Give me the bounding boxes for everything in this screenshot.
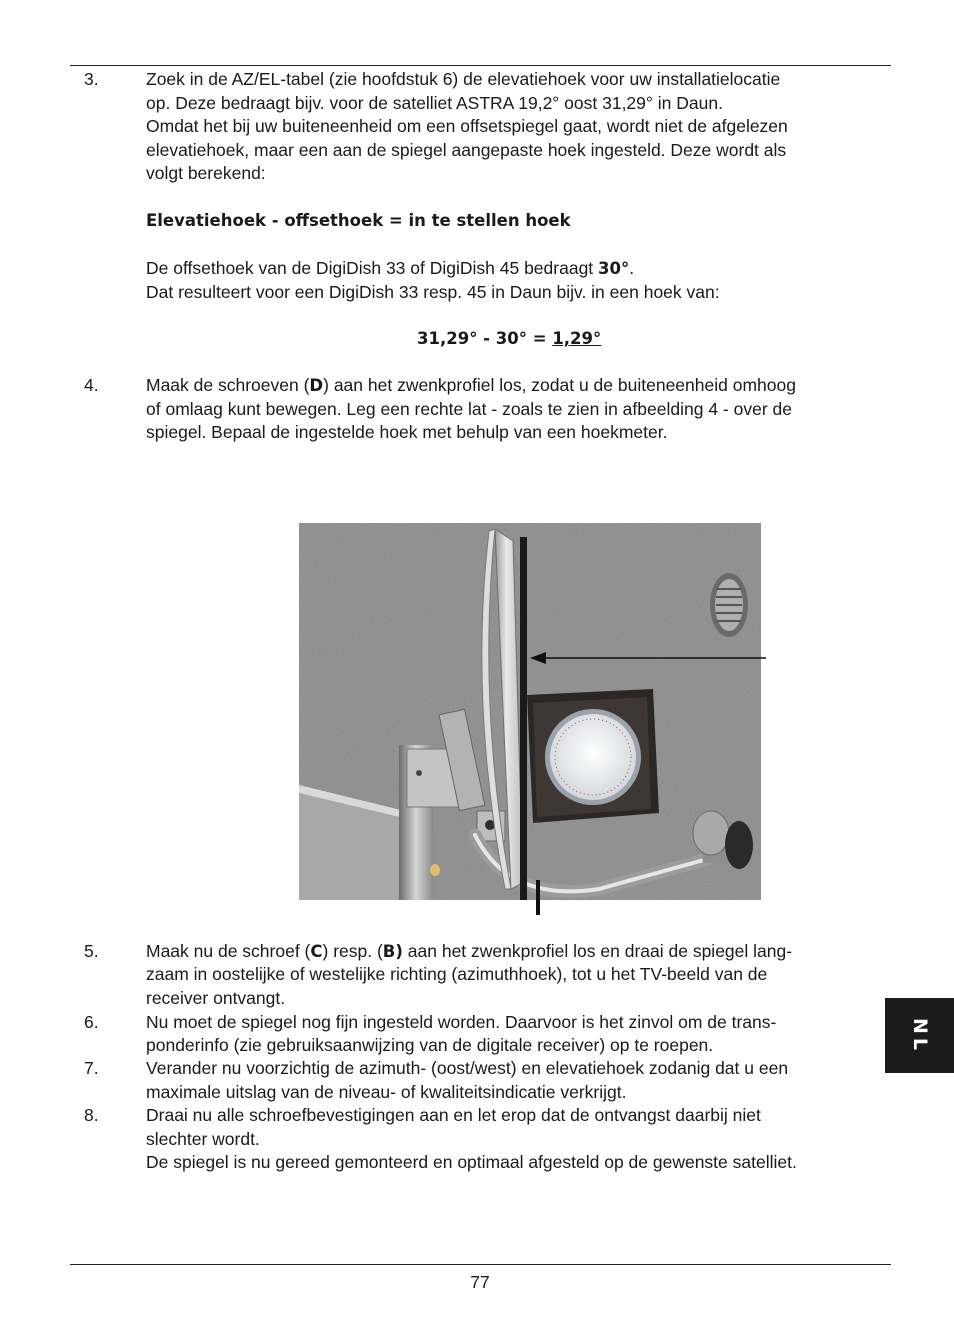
step-8-line-1: Draai nu alle schroefbevestigingen aan en let erop dat de ontvangst daarbij niet [146, 1105, 761, 1125]
step-6-line-1: Nu moet de spiegel nog fijn ingesteld worden. Daarvoor is het zinvol om de trans- [146, 1012, 777, 1032]
step-7-line-1: Verander nu voorzichtig de azimuth- (oost/west) en elevatiehoek zodanig dat u een [146, 1058, 789, 1078]
screw-b-label: B) [382, 942, 403, 961]
step-3-line-4: elevatiehoek, maar een aan de spiegel aangepaste hoek ingesteld. Deze wordt als [146, 140, 787, 160]
step-5-line-3: receiver ontvangt. [146, 988, 286, 1008]
step-5-text-b: ) resp. ( [322, 941, 383, 961]
step-6-line-2: ponderinfo (zie gebruiksaanwijzing van de digitale receiver) op te roepen. [146, 1035, 714, 1055]
step-8-line-3: De spiegel is nu gereed gemonteerd en optimaal afgesteld op de gewenste satelliet. [146, 1152, 797, 1172]
step-5-line-1 [146, 940, 792, 963]
step-5-text-a: Maak nu de schroef ( [146, 941, 311, 961]
offset-text: De offsethoek van de DigiDish 33 of DigiDish 45 bedraagt [146, 258, 599, 278]
page-number: 77 [470, 1272, 490, 1292]
offset-value: 30° [598, 259, 630, 278]
vent-grille [710, 573, 748, 637]
step-3-line-2: op. Deze bedraagt bijv. voor de satelliet ASTRA 19,2° oost 31,29° in Daun. [146, 93, 723, 113]
screw-c-label: C [310, 942, 323, 961]
step-4-number: 4. [84, 375, 99, 395]
language-tab-label: NL [908, 1017, 931, 1054]
step-3-line-1: Zoek in de AZ/EL-tabel (zie hoofdstuk 6) de elevatiehoek voor uw installatielocatie [146, 69, 781, 89]
step-4-text-a: Maak de schroeven ( [146, 375, 310, 395]
offset-angle-sentence [146, 257, 634, 280]
step-5-line-2: zaam in oostelijke of westelijke richting (azimuthhoek), tot u het TV-beeld van de [146, 964, 768, 984]
step-4-text-b: ) aan het zwenkprofiel los, zodat u de buiteneenheid omhoog [323, 375, 796, 395]
calculation-result: 1,29° [552, 329, 602, 348]
result-sentence: Dat resulteert voor een DigiDish 33 resp. 45 in Daun bijv. in een hoek van: [146, 282, 720, 302]
step-5-text-c: aan het zwenkprofiel los en draai de spiegel lang- [402, 941, 793, 961]
figure-4-photo [299, 523, 761, 900]
step-7-number: 7. [84, 1058, 99, 1078]
step-8-line-2: slechter wordt. [146, 1129, 260, 1149]
screw-d-label: D [309, 376, 324, 395]
formula-heading: Elevatiehoek - offsethoek = in te stellen hoek [146, 211, 571, 230]
top-rule [70, 65, 891, 66]
step-4-line-1 [146, 374, 796, 397]
step-6-number: 6. [84, 1012, 99, 1032]
step-3-line-5: volgt berekend: [146, 163, 266, 183]
step-3-number: 3. [84, 69, 99, 89]
straight-edge [520, 537, 527, 900]
step-3-line-3: Omdat het bij uw buiteneenheid om een offsetspiegel gaat, wordt niet de afgelezen [146, 116, 788, 136]
step-5-number: 5. [84, 941, 99, 961]
step-4-line-3: spiegel. Bepaal de ingestelde hoek met behulp van een hoekmeter. [146, 422, 668, 442]
calculation-expression: 31,29° - 30° = [417, 329, 553, 348]
offset-end: . [629, 258, 635, 278]
step-7-line-2: maximale uitslag van de niveau- of kwaliteitsindicatie verkrijgt. [146, 1082, 627, 1102]
angle-meter [527, 689, 659, 823]
bottom-rule [70, 1264, 891, 1265]
calculation [417, 327, 601, 350]
step-8-number: 8. [84, 1105, 99, 1125]
step-4-line-2: of omlaag kunt bewegen. Leg een rechte lat - zoals te zien in afbeelding 4 - over de [146, 399, 792, 419]
language-tab [885, 998, 954, 1073]
